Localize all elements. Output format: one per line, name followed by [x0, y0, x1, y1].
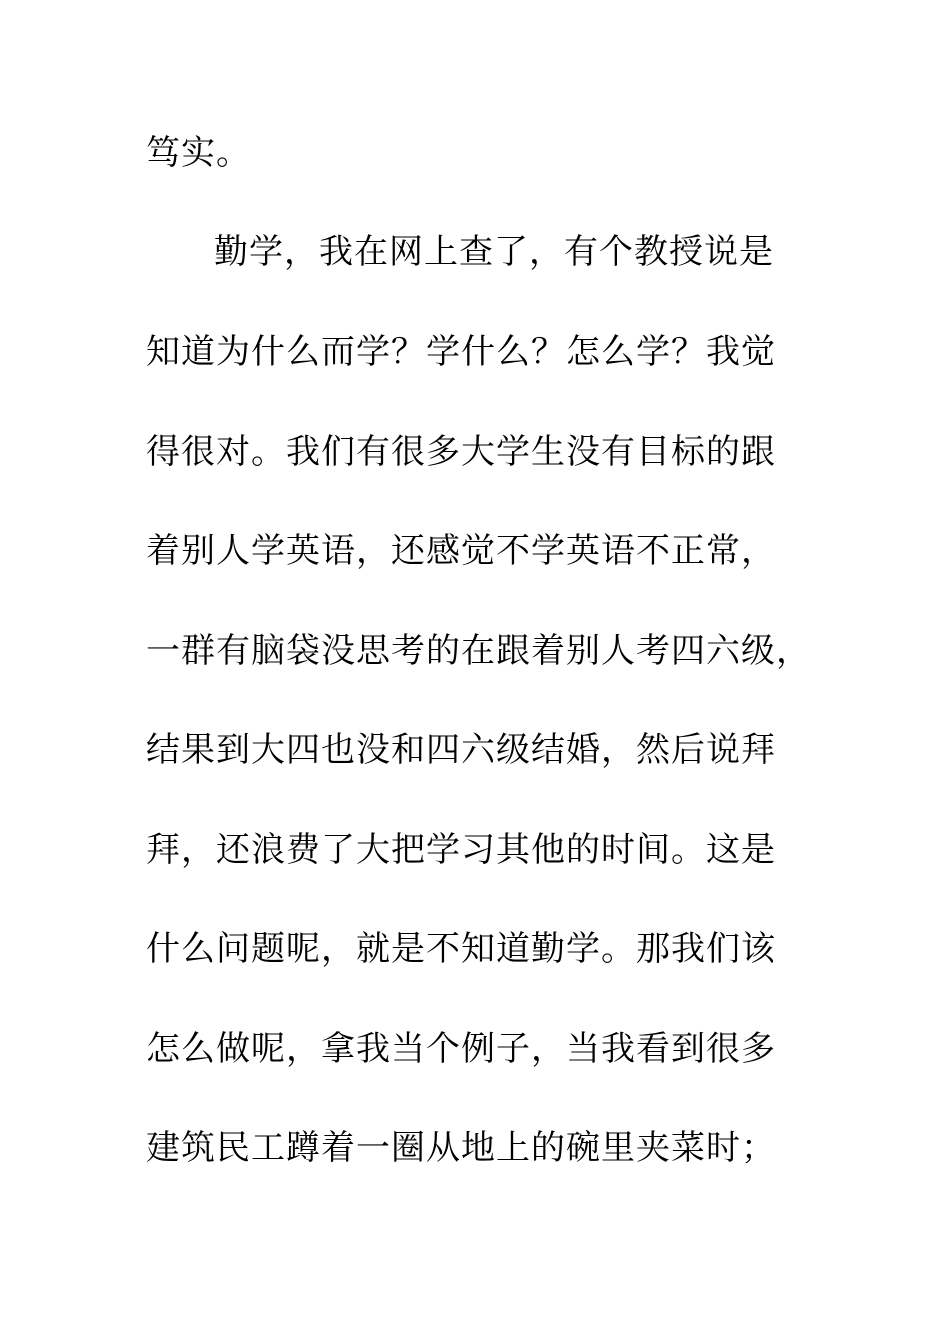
text-line-7: 结果到大四也没和四六级结婚，然后说拜	[146, 730, 776, 770]
text-line-6: 一群有脑袋没思考的在跟着别人考四六级，	[146, 631, 811, 671]
text-line-11: 建筑民工蹲着一圈从地上的碗里夹菜时；	[146, 1128, 776, 1168]
text-line-3: 知道为什么而学？学什么？怎么学？我觉	[146, 332, 776, 372]
text-line-8: 拜，还浪费了大把学习其他的时间。这是	[146, 830, 776, 870]
text-line-10: 怎么做呢，拿我当个例子，当我看到很多	[146, 1029, 776, 1069]
paragraph-start-line: 勤学，我在网上查了，有个教授说是	[214, 232, 774, 272]
text-line-1: 笃实。	[146, 133, 251, 173]
text-line-9: 什么问题呢，就是不知道勤学。那我们该	[146, 929, 776, 969]
text-line-4: 得很对。我们有很多大学生没有目标的跟	[146, 432, 776, 472]
text-line-5: 着别人学英语，还感觉不学英语不正常，	[146, 531, 776, 571]
